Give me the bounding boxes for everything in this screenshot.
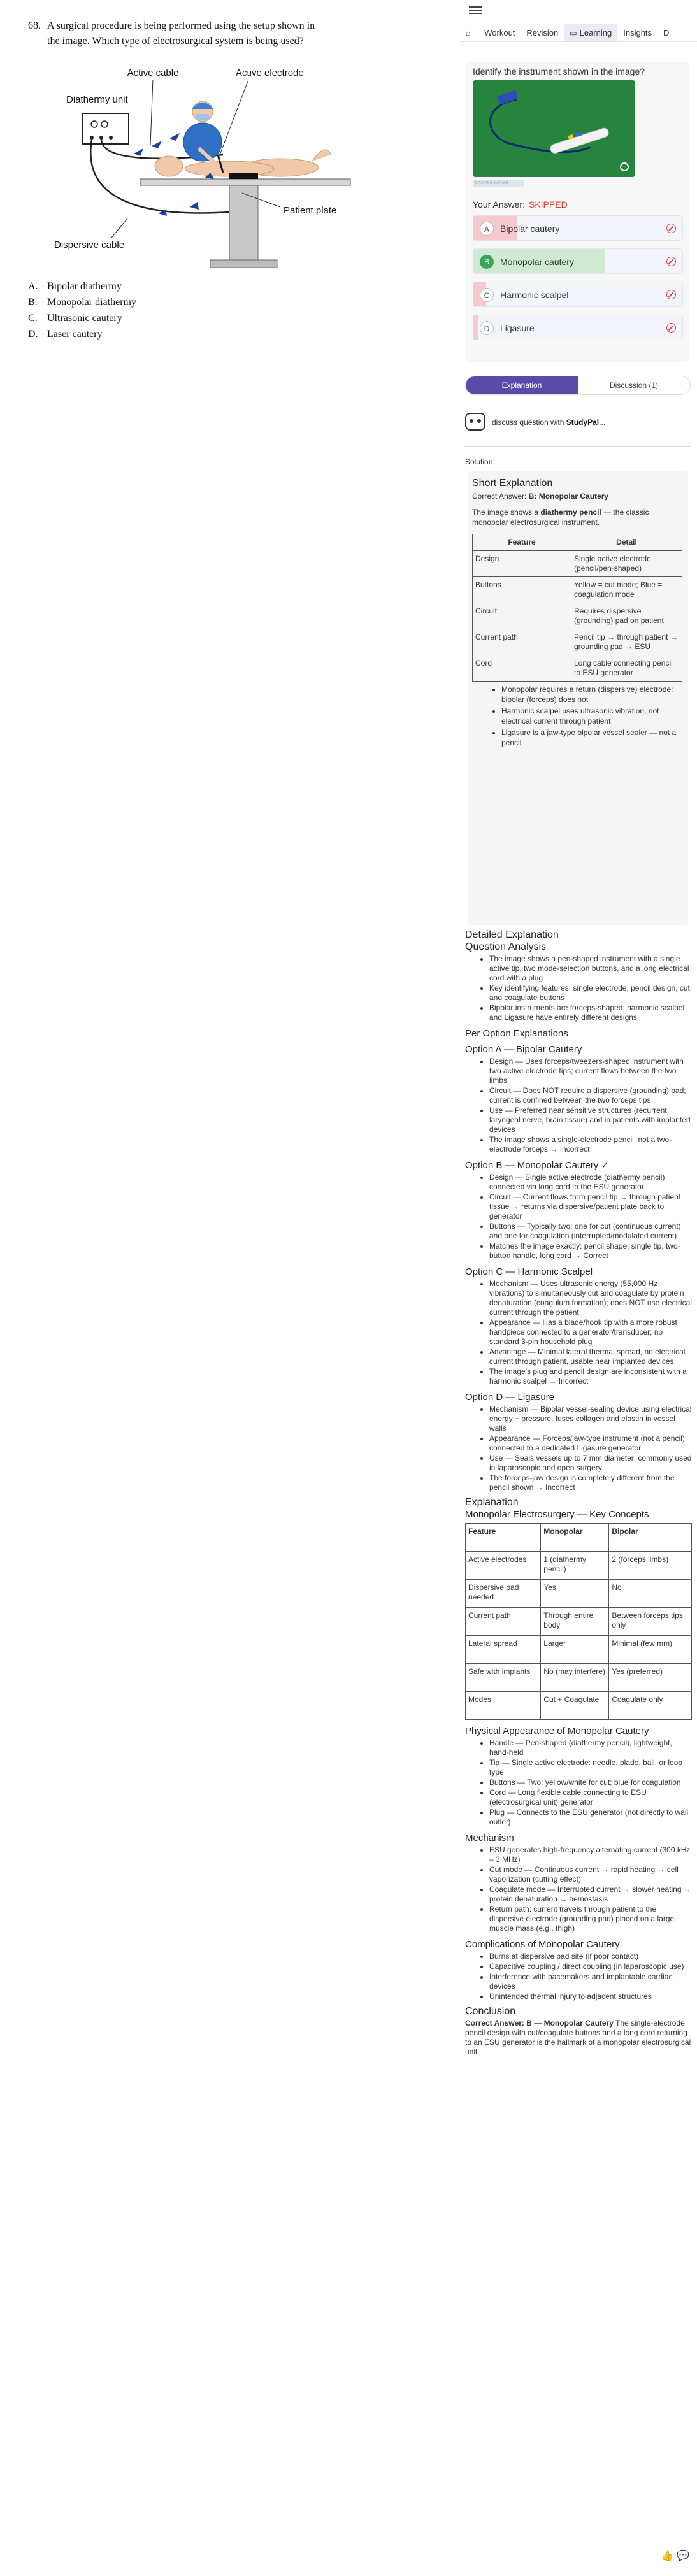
- answer-options: [28, 278, 136, 342]
- label-diathermy-unit: Diathermy unit: [66, 94, 128, 105]
- list-item: • Circuit — Does NOT require a dispersive (grounding) pad; current is confined between the two forceps tips: [489, 1086, 692, 1105]
- list-item: • Coagulate mode — Interrupted current → slower heating → protein denaturation → hemostasis: [489, 1885, 692, 1904]
- list-item: • Key identifying features: single electrode, pencil design, cut and coagulate buttons: [489, 984, 692, 1003]
- list-item: • Plug — Connects to the ESU generator (not directly to wall outlet): [489, 1808, 692, 1827]
- option-c-title: Option C — Harmonic Scalpel: [465, 1266, 593, 1277]
- table-row: Cord Long cable connecting pencil to ESU generator: [473, 655, 682, 682]
- list-item: • Use — Preferred near sensitive structures (recurrent laryngeal nerve, brain tissue) and in patients with implanted devices: [489, 1106, 692, 1134]
- explanation-title: Explanation: [465, 1497, 519, 1508]
- choice-d[interactable]: D Ligasure: [473, 315, 683, 340]
- option-b-title: Option B — Monopolar Cautery ✓: [465, 1160, 610, 1171]
- solution-label: Solution:: [465, 457, 495, 466]
- list-item: • Mechanism — Bipolar vessel-sealing device using electrical energy + pressure; fuses collagen and elastin in vessel walls: [489, 1405, 692, 1433]
- wrong-icon: [666, 290, 676, 299]
- home-tab[interactable]: [460, 24, 478, 42]
- tab-more[interactable]: D: [663, 27, 670, 38]
- divider: [465, 446, 691, 447]
- table-row: Buttons Yellow = cut mode; Blue = coagulation mode: [473, 577, 682, 603]
- list-item: • Return path: current travels through patient to the dispersive electrode (grounding pad) placed on a large muscle mass (e.g., thigh): [489, 1905, 692, 1933]
- table-row: Active electrodes 1 (diathermy pencil) 2 (forceps limbs): [466, 1552, 692, 1580]
- short-correct-answer: Correct Answer: B: Monopolar Cautery: [472, 492, 609, 501]
- tab-explanation[interactable]: Explanation: [466, 376, 578, 394]
- table-row: Design Single active electrode (pencil/pen-shaped): [473, 551, 682, 577]
- explanation-tabs: [465, 376, 691, 395]
- hamburger-menu-icon[interactable]: [469, 6, 482, 17]
- footer-actions: [460, 2548, 697, 2567]
- table-row: Current path Through entire body Between forceps tips only: [466, 1608, 692, 1636]
- study-panel: [460, 0, 697, 2576]
- label-active-cable: Active cable: [127, 68, 179, 78]
- list-item: • Tip — Single active electrode: needle, blade, ball, or loop type: [489, 1758, 692, 1777]
- qa-bullets: [465, 954, 692, 1022]
- short-bullets: [472, 684, 684, 748]
- label-active-electrode: Active electrode: [236, 68, 304, 78]
- comment-icon[interactable]: 💬: [677, 2551, 689, 2561]
- option-d[interactable]: D. Laser cautery: [28, 329, 103, 340]
- card-prompt: Identify the instrument shown in the image?: [473, 66, 645, 76]
- list-item: • Capacitive coupling / direct coupling (in laparoscopic use): [489, 1962, 692, 1971]
- wrong-icon: [666, 323, 676, 333]
- question-body: A surgical procedure is being performed using the setup shown in the image. Which type of electrosurgical system is being used?: [47, 20, 315, 47]
- label-patient-plate: Patient plate: [284, 205, 337, 216]
- list-item: • The forceps-jaw design is completely different from the pencil shown → Incorrect: [489, 1473, 692, 1492]
- table-row: Current path Pencil tip → through patient → grounding pad → ESU: [473, 629, 682, 655]
- list-item: • The image shows a single-electrode pencil, not a two-electrode forceps → Incorrect: [489, 1135, 692, 1154]
- tab-discussion[interactable]: Discussion (1): [578, 376, 690, 394]
- instrument-image[interactable]: [473, 80, 635, 177]
- table-row: Modes Cut + Coagulate Coagulate only: [466, 1692, 692, 1720]
- list-item: • Advantage — Minimal lateral thermal spread, no electrical current through patient, usable near implanted devices: [489, 1347, 692, 1366]
- short-intro: The image shows a diathermy pencil — the classic monopolar electrosurgical instrument.: [472, 508, 649, 527]
- tab-insights[interactable]: Insights: [623, 27, 652, 38]
- table-row: Lateral spread Larger Minimal (few mm): [466, 1636, 692, 1664]
- question-card: [465, 62, 689, 362]
- concepts-title: Monopolar Electrosurgery — Key Concepts: [465, 1509, 649, 1520]
- concepts-table: Feature Monopolar Bipolar Active electrodes 1 (diathermy pencil) 2 (forceps limbs) Dispersive pad needed Yes No Current path Through entire body Between forceps tips only Lateral spread Larger Minimal (few mm) Safe with implants No (may interfere) Yes (preferred) Modes Cut + Coagulate Coagulate only: [465, 1523, 692, 1720]
- list-item: • ESU generates high-frequency alternating current (300 kHz – 3 MHz): [489, 1845, 692, 1864]
- image-caption: SAMPLE IMAGE: [473, 180, 524, 187]
- list-item: • Interference with pacemakers and implantable cardiac devices: [489, 1972, 692, 1991]
- list-item: • Bipolar instruments are forceps-shaped; harmonic scalpel and Ligasure have entirely different designs: [489, 1003, 692, 1022]
- short-explanation: [468, 471, 688, 925]
- list-item: • Monopolar requires a return (dispersive) electrode; bipolar (forceps) does not: [501, 684, 684, 705]
- choice-a[interactable]: A Bipolar cautery: [473, 215, 683, 241]
- question-number: 68.: [28, 20, 41, 31]
- list-item: • Ligasure is a jaw-type bipolar vessel sealer — not a pencil: [501, 727, 684, 748]
- option-d-title: Option D — Ligasure: [465, 1392, 555, 1403]
- list-item: • Buttons — Two: yellow/white for cut; blue for coagulation: [489, 1778, 692, 1787]
- option-a-title: Option A — Bipolar Cautery: [465, 1044, 582, 1055]
- complications-title: Complications of Monopolar Cautery: [465, 1939, 620, 1950]
- detailed-title: Detailed Explanation: [465, 929, 559, 940]
- list-item: • Use — Seals vessels up to 7 mm diameter; commonly used in laparoscopic and open surgery: [489, 1454, 692, 1473]
- option-b[interactable]: B. Monopolar diathermy: [28, 297, 136, 308]
- list-item: • Unintended thermal injury to adjacent structures: [489, 1992, 692, 2001]
- list-item: • Design — Uses forceps/tweezers-shaped instrument with two active electrode tips; current flows between the two limbs: [489, 1057, 692, 1085]
- question-panel: [0, 0, 446, 357]
- list-item: • The image's plug and pencil design are inconsistent with a harmonic scalpel → Incorrect: [489, 1367, 692, 1386]
- table-row: Circuit Requires dispersive (grounding) pad on patient: [473, 603, 682, 629]
- tab-workout[interactable]: Workout: [484, 27, 515, 38]
- wrong-icon: [666, 257, 676, 266]
- label-dispersive-cable: Dispersive cable: [54, 240, 125, 250]
- question-analysis-title: Question Analysis: [465, 941, 547, 952]
- robot-icon: [465, 413, 485, 431]
- tab-revision[interactable]: Revision: [526, 27, 559, 38]
- list-item: • Cord — Long flexible cable connecting to ESU (electrosurgical unit) generator: [489, 1788, 692, 1807]
- diathermy-unit-box: [83, 113, 129, 144]
- diathermy-setup-figure: [38, 66, 395, 276]
- patient-plate: [229, 173, 258, 179]
- answer-status: SKIPPED: [528, 199, 568, 210]
- thumbs-up-icon[interactable]: 👍: [661, 2551, 673, 2561]
- discuss-studypal[interactable]: discuss question with StudyPal...: [465, 413, 691, 432]
- option-c[interactable]: C. Ultrasonic cautery: [28, 313, 122, 324]
- detailed-explanation: [465, 925, 692, 2057]
- choice-d-fill: [473, 315, 478, 340]
- appearance-title: Physical Appearance of Monopolar Cautery: [465, 1726, 649, 1736]
- short-title: Short Explanation: [472, 478, 553, 489]
- list-item: • Burns at dispersive pad site (if poor contact): [489, 1952, 692, 1961]
- table-row: Safe with implants No (may interfere) Yes (preferred): [466, 1664, 692, 1692]
- list-item: • Matches the image exactly: pencil shape, single tip, two-button handle, long cord → Correct: [489, 1241, 692, 1261]
- book-icon: ▭: [570, 28, 577, 38]
- tab-learning[interactable]: ▭ Learning: [564, 24, 617, 42]
- option-a[interactable]: A. Bipolar diathermy: [28, 281, 122, 292]
- list-item: • Circuit — Current flows from pencil tip → through patient tissue → returns via dispersive/patient plate back to generator: [489, 1192, 692, 1221]
- list-item: • Harmonic scalpel uses ultrasonic vibration, not electrical current through patient: [501, 706, 684, 726]
- question-text: [28, 18, 327, 49]
- list-item: • Handle — Pen-shaped (diathermy pencil), lightweight, hand-held: [489, 1738, 692, 1757]
- conclusion-title: Conclusion: [465, 2006, 516, 2017]
- mechanism-title: Mechanism: [465, 1833, 514, 1843]
- conclusion-text: Correct Answer: B — Monopolar Cautery The single-electrode pencil design with cut/coagulate buttons and a long cord returning to an ESU generator is the hallmark of a monopolar electrosurgical unit.: [465, 2019, 691, 2056]
- list-item: • The image shows a pen-shaped instrument with a single active tip, two mode-selection buttons, and a long electrical cord with a plug: [489, 954, 692, 983]
- feature-table: Feature Detail Design Single active electrode (pencil/pen-shaped) Buttons Yellow = cut mode; Blue = coagulation mode Circuit Requires dispersive (grounding) pad on patient Current path Pencil tip → through patient → grounding pad → ESU Cord Long cable connecting pencil to ESU generator: [472, 534, 682, 682]
- choice-b[interactable]: B Monopolar cautery: [473, 248, 683, 274]
- nav-tabs: [460, 24, 697, 42]
- list-item: • Appearance — Forceps/jaw-type instrument (not a pencil); connected to a dedicated Ligasure generator: [489, 1434, 692, 1453]
- list-item: • Cut mode — Continuous current → rapid heating → cell vaporization (cutting effect): [489, 1865, 692, 1884]
- list-item: • Design — Single active electrode (diathermy pencil) connected via long cord to the ESU generator: [489, 1173, 692, 1192]
- choice-c[interactable]: C Harmonic scalpel: [473, 282, 683, 307]
- table-row: Dispersive pad needed Yes No: [466, 1580, 692, 1608]
- list-item: • Appearance — Has a blade/hook tip with a more robust handpiece connected to a generator/transducer; no standard 3-pin household plug: [489, 1318, 692, 1347]
- your-answer: Your Answer: SKIPPED: [473, 199, 568, 210]
- wrong-icon: [666, 224, 676, 233]
- diathermy-pencil-picture: [473, 80, 635, 177]
- list-item: • Buttons — Typically two: one for cut (continuous current) and one for coagulation (interrupted/modulated current): [489, 1222, 692, 1241]
- list-item: • Mechanism — Uses ultrasonic energy (55,000 Hz vibrations) to simultaneously cut and coagulate by protein denaturation (coagulum formation); does NOT use electrical current through the patient: [489, 1279, 692, 1317]
- per-option-title: Per Option Explanations: [465, 1028, 568, 1039]
- home-icon: ⌂: [466, 28, 471, 38]
